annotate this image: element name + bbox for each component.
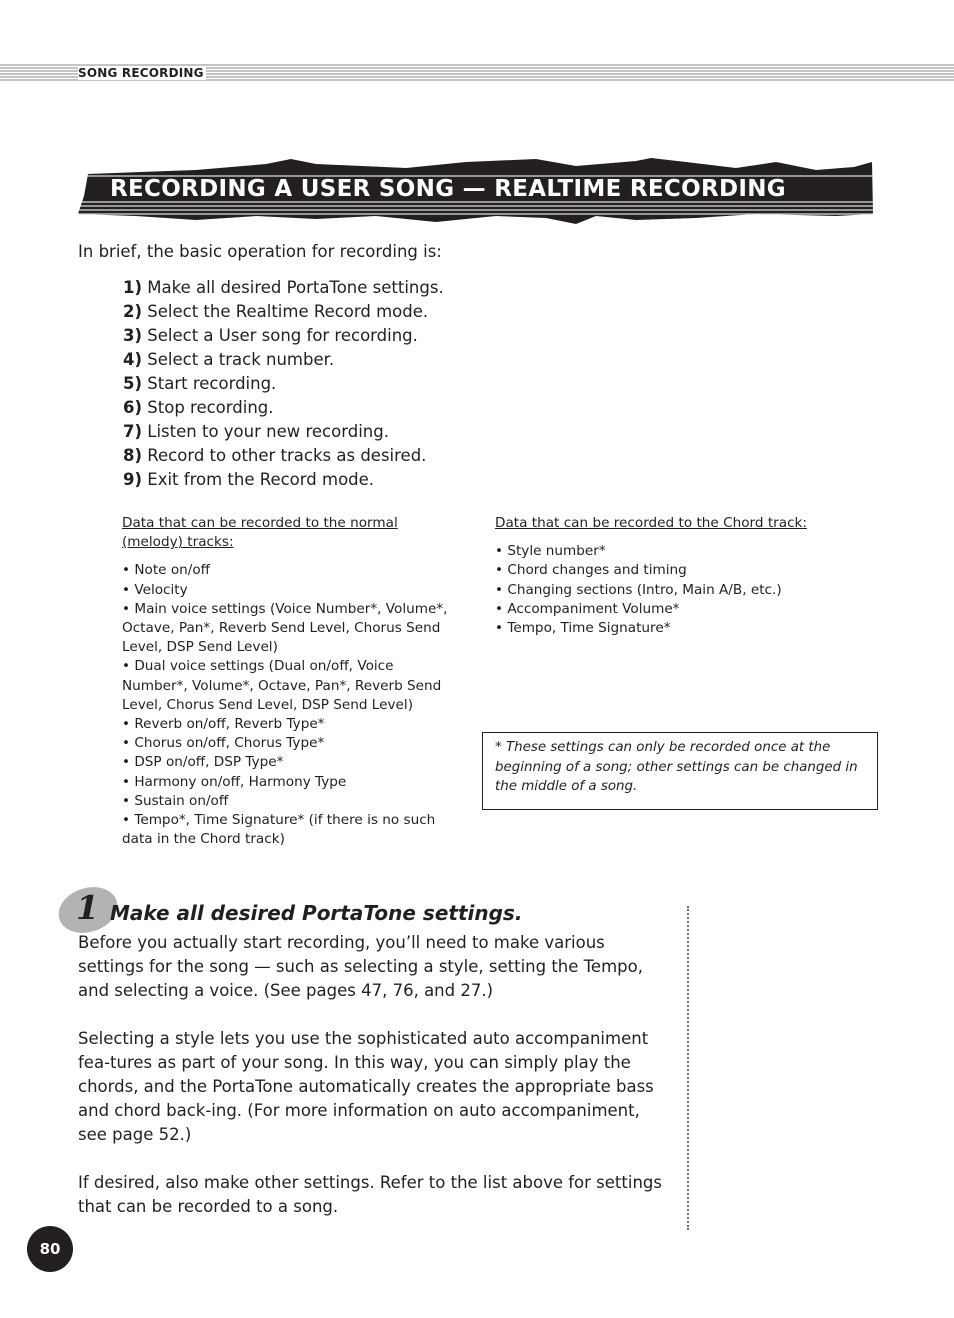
step-body — [78, 931, 673, 1243]
paragraph: If desired, also make other settings. Refer to the list above for settings that can be recorded to a song. — [78, 1173, 662, 1216]
list-item: 6) Stop recording. — [123, 398, 274, 417]
list-item: • Accompaniment Volume* — [495, 600, 680, 617]
list-item: • Style number* — [495, 543, 606, 560]
chord-data-heading: Data that can be recorded to the Chord track: — [495, 515, 807, 531]
list-item: 9) Exit from the Record mode. — [123, 470, 375, 489]
chord-data-list — [495, 542, 875, 638]
paragraph: Before you actually start recording, you’ll need to make various settings for the song — such as selecting a style, setting the Tempo, and selecting a voice. (See pages 47, 76, and 27.) — [78, 933, 643, 1000]
paragraph: Selecting a style lets you use the sophisticated auto accompaniment fea-tures as part of your song. In this way, you can simply play the chords, and the PortaTone automatically creates the appropriate bass and chord back-ing. (For more information on auto accompaniment, see page 52.) — [78, 1029, 654, 1144]
list-item: • Reverb on/off, Reverb Type* — [122, 716, 325, 733]
list-item: 5) Start recording. — [123, 374, 277, 393]
list-item: • Velocity — [122, 581, 188, 598]
list-item: • Dual voice settings (Dual on/off, Voice Number*, Volume*, Octave, Pan*, Reverb Send Level, Chorus Send Level, DSP Send Level) — [122, 658, 442, 713]
page-title: RECORDING A USER SONG — REALTIME RECORDING — [110, 176, 786, 202]
list-item: 1) Make all desired PortaTone settings. — [123, 278, 444, 297]
list-item: • Harmony on/off, Harmony Type — [122, 773, 347, 790]
dotted-divider — [687, 906, 689, 1230]
step-number: 1 — [76, 888, 99, 927]
list-item: • Tempo*, Time Signature* (if there is no such data in the Chord track) — [122, 812, 436, 848]
step-title: Make all desired PortaTone settings. — [110, 901, 523, 925]
list-item: • DSP on/off, DSP Type* — [122, 754, 284, 771]
list-item: 8) Record to other tracks as desired. — [123, 446, 427, 465]
list-item: • Sustain on/off — [122, 792, 229, 809]
list-item: • Changing sections (Intro, Main A/B, etc.) — [495, 581, 782, 598]
section-label: SONG RECORDING — [78, 66, 204, 80]
melody-data-heading: Data that can be recorded to the normal (melody) tracks: — [122, 515, 398, 551]
chord-data-column — [495, 514, 875, 638]
footnote-box: * These settings can only be recorded once at the beginning of a song; other settings can be changed in the middle of a song. — [482, 732, 878, 810]
steps-list — [123, 276, 444, 492]
list-item: • Note on/off — [122, 562, 211, 579]
list-item: 2) Select the Realtime Record mode. — [123, 302, 429, 321]
list-item: 4) Select a track number. — [123, 350, 335, 369]
intro-text: In brief, the basic operation for recording is: — [78, 242, 442, 261]
list-item: 7) Listen to your new recording. — [123, 422, 389, 441]
melody-data-column — [122, 514, 458, 849]
list-item: • Tempo, Time Signature* — [495, 620, 671, 637]
list-item: 3) Select a User song for recording. — [123, 326, 418, 345]
list-item: • Chorus on/off, Chorus Type* — [122, 735, 325, 752]
page-number: 80 — [39, 1240, 61, 1258]
melody-data-list — [122, 561, 458, 849]
list-item: • Main voice settings (Voice Number*, Volume*, Octave, Pan*, Reverb Send Level, Chorus Send Level, DSP Send Level) — [122, 600, 448, 656]
list-item: • Chord changes and timing — [495, 562, 687, 579]
